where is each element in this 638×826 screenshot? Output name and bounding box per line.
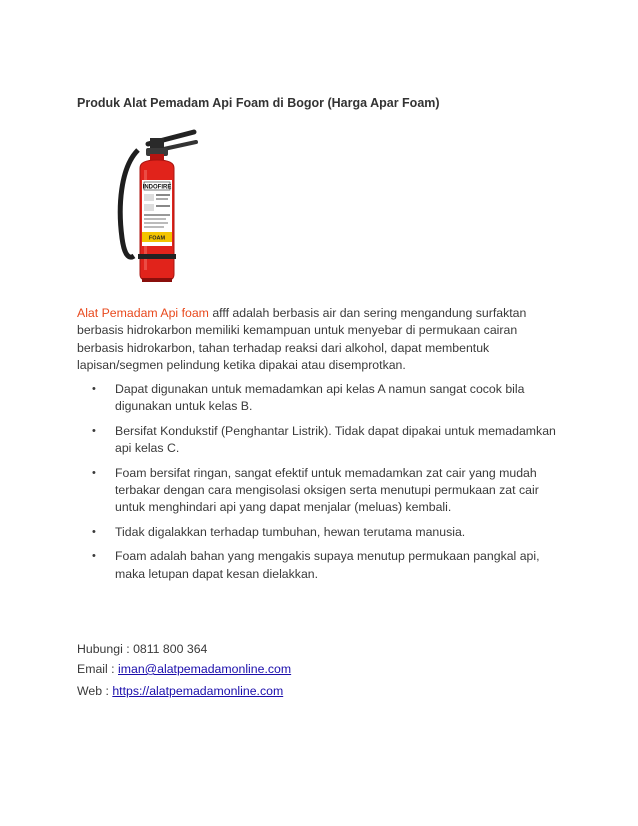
web-link[interactable]: https://alatpemadamonline.com (112, 684, 284, 698)
feature-list (77, 381, 567, 590)
contact-email (77, 662, 291, 676)
phone-number: 0811 800 364 (133, 642, 208, 656)
foam-type-label: FOAM (148, 235, 166, 242)
intro-link[interactable]: Alat Pemadam Api foam (77, 306, 209, 320)
bullet-icon: • (92, 550, 96, 563)
bullet-icon: • (92, 383, 96, 395)
list-item: • Foam bersifat ringan, sangat efektif untuk memadamkan zat cair yang mudah terbakar dengan cara mengisolasi oksigen serta menutupi permukaan zat cair untuk menghindari api yang dapat menjalar (meluas) kembali. (92, 465, 539, 515)
bullet-icon: • (92, 466, 96, 479)
email-link[interactable]: iman@alatpemadamonline.com (118, 662, 292, 676)
list-item: • Dapat digunakan untuk memadamkan api kelas A namun sangat cocok bila digunakan untuk kelas B. (92, 382, 525, 414)
intro-paragraph (77, 305, 547, 375)
list-item: • Foam adalah bahan yang mengakis supaya menutup permukaan pangkal api, maka letupan dapat kesan dielakkan. (92, 549, 540, 581)
intro-body-text: afff adalah berbasis air dan sering mengandung surfaktan berbasis hidrokarbon memiliki kemampuan untuk menyebar di permukaan cairan berbasis hidrokarbon, tahan terhadap reaksi dari alkohol, dapat membentuk lapisan/segmen pelindung ketika dipakai atau disemprotkan. (77, 306, 527, 373)
bullet-icon: • (92, 525, 96, 538)
page-title: Produk Alat Pemadam Api Foam di Bogor (Harga Apar Foam) (77, 96, 440, 110)
brand-logo: INDOFIRE (142, 184, 172, 191)
contact-phone (77, 642, 207, 656)
fire-extinguisher-image (108, 128, 216, 290)
web-label: Web : (77, 684, 113, 698)
list-item: • Bersifat Kondukstif (Penghantar Listrik). Tidak dapat dipakai untuk memadamkan api kelas C. (92, 423, 556, 456)
contact-web (77, 684, 283, 698)
email-label: Email : (77, 662, 118, 676)
bullet-icon: • (92, 424, 96, 437)
phone-label: Hubungi : (77, 642, 134, 656)
list-item: • Tidak digalakkan terhadap tumbuhan, hewan terutama manusia. (77, 524, 567, 541)
